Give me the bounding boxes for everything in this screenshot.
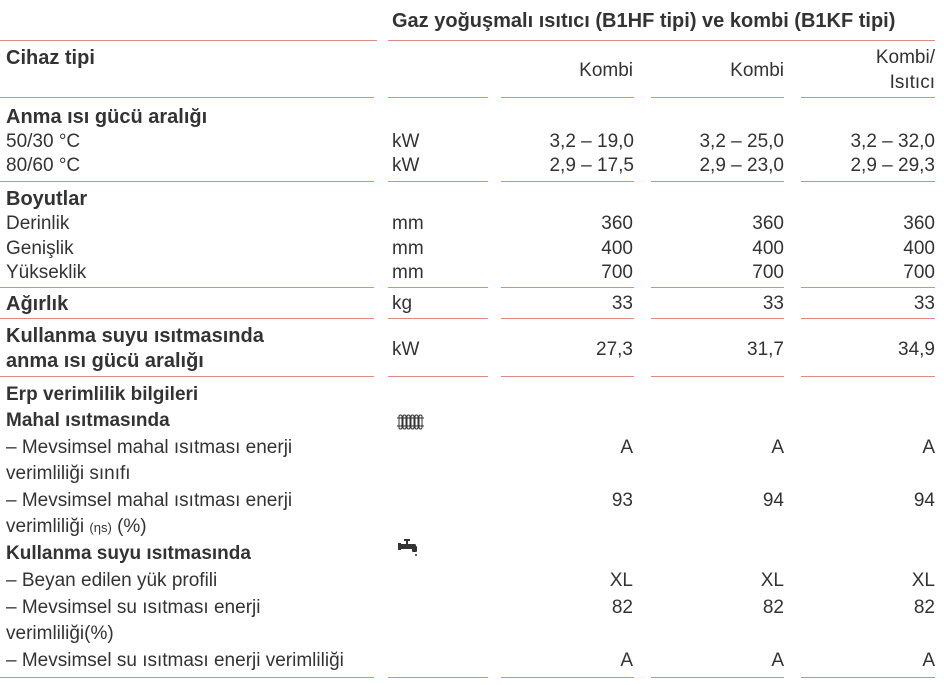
cell-value: A: [620, 650, 633, 671]
divider: [0, 677, 374, 678]
row-unit: kW: [392, 155, 420, 176]
divider: [0, 376, 374, 377]
cell-value: 3,2 – 25,0: [699, 131, 784, 152]
divider: [801, 677, 935, 678]
label-text: (%): [111, 516, 147, 537]
cell-value: 3,2 – 19,0: [549, 131, 634, 152]
label-text: verimliliği: [6, 516, 90, 537]
group-title: Gaz yoğuşmalı ısıtıcı (B1HF tipi) ve kombi (B1KF tipi): [392, 10, 896, 32]
cell-value: 400: [601, 238, 633, 259]
row-label-weight: Ağırlık: [6, 293, 69, 315]
divider: [388, 318, 488, 319]
row-label-line2: verimliliği(%): [6, 623, 114, 644]
column-header-1: Kombi: [579, 60, 633, 81]
row-label: – Beyan edilen yük profili: [6, 570, 218, 591]
row-label: Derinlik: [6, 213, 70, 234]
divider: [0, 318, 374, 319]
divider: [801, 287, 935, 288]
divider: [388, 181, 488, 182]
cell-value: 33: [762, 293, 784, 314]
faucet-icon: [397, 538, 419, 558]
cell-value: 3,2 – 32,0: [850, 131, 935, 152]
cell-value: A: [620, 437, 633, 458]
cell-value: 700: [752, 262, 784, 283]
divider: [501, 376, 634, 377]
cell-value: 2,9 – 17,5: [549, 155, 634, 176]
row-unit: mm: [392, 213, 424, 234]
cell-value: 27,3: [596, 339, 633, 360]
divider: [388, 97, 488, 98]
cell-value: 2,9 – 29,3: [850, 155, 935, 176]
subsection-heading-space-heating: Mahal ısıtmasında: [6, 410, 170, 431]
column-header-3-line2: Isıtıcı: [889, 72, 935, 93]
cell-value: 360: [903, 213, 935, 234]
row-label-line2: verimliliği sınıfı: [6, 463, 131, 484]
cell-value: 94: [762, 490, 784, 511]
cell-value: A: [922, 437, 935, 458]
cell-value: 31,7: [747, 339, 784, 360]
cell-value: 82: [762, 597, 784, 618]
divider: [501, 97, 634, 98]
divider: [651, 677, 784, 678]
divider: [651, 376, 784, 377]
divider: [0, 40, 377, 41]
row-label: Genişlik: [6, 238, 74, 259]
cell-value: 400: [903, 238, 935, 259]
column-header-3-line1: Kombi/: [875, 47, 935, 68]
divider: [651, 97, 784, 98]
cell-value: XL: [760, 570, 784, 591]
divider: [388, 40, 935, 41]
row-label-line1: – Mevsimsel mahal ısıtması enerji: [6, 437, 293, 458]
cell-value: 82: [611, 597, 633, 618]
divider: [0, 287, 374, 288]
cell-value: A: [771, 437, 784, 458]
subsection-heading-water-heating: Kullanma suyu ısıtmasında: [6, 543, 251, 564]
cell-value: 360: [601, 213, 633, 234]
cell-value: XL: [609, 570, 633, 591]
section-heading-erp: Erp verimlilik bilgileri: [6, 384, 199, 405]
row-unit: mm: [392, 262, 424, 283]
cell-value: A: [922, 650, 935, 671]
row-unit: mm: [392, 238, 424, 259]
cell-value: 34,9: [898, 339, 935, 360]
divider: [651, 287, 784, 288]
cell-value: A: [771, 650, 784, 671]
divider: [501, 318, 634, 319]
row-label-dhw-line2: anma ısı gücü aralığı: [6, 350, 204, 372]
row-label: 80/60 °C: [6, 155, 81, 176]
row-label-line1: – Mevsimsel mahal ısıtması enerji: [6, 490, 293, 511]
cell-value: 33: [913, 293, 935, 314]
cell-value: 400: [752, 238, 784, 259]
divider: [501, 677, 634, 678]
cell-value: 700: [903, 262, 935, 283]
cell-value: 93: [611, 490, 633, 511]
divider: [501, 287, 634, 288]
divider: [801, 181, 935, 182]
cell-value: 2,9 – 23,0: [699, 155, 784, 176]
row-label-line1: – Mevsimsel su ısıtması enerji: [6, 597, 261, 618]
cell-value: 94: [913, 490, 935, 511]
divider: [801, 97, 935, 98]
symbol-eta-s: (ηs): [89, 520, 112, 535]
section-heading-rated-heat: Anma ısı gücü aralığı: [6, 106, 208, 128]
section-heading-dimensions: Boyutlar: [6, 188, 88, 210]
divider: [801, 376, 935, 377]
row-label: – Mevsimsel su ısıtması enerji verimliliği: [6, 650, 344, 671]
row-unit: kW: [392, 339, 420, 360]
row-unit: kW: [392, 131, 420, 152]
row-label: 50/30 °C: [6, 131, 81, 152]
cell-value: 33: [611, 293, 633, 314]
column-header-2: Kombi: [730, 60, 784, 81]
divider: [501, 181, 634, 182]
device-type-label: Cihaz tipi: [6, 47, 95, 69]
divider: [388, 677, 488, 678]
cell-value: XL: [911, 570, 935, 591]
row-unit: kg: [392, 293, 413, 314]
cell-value: 82: [913, 597, 935, 618]
radiator-icon: [397, 413, 427, 431]
divider: [388, 287, 488, 288]
divider: [801, 318, 935, 319]
cell-value: 700: [601, 262, 633, 283]
divider: [388, 376, 488, 377]
row-label: Yükseklik: [6, 262, 87, 283]
cell-value: 360: [752, 213, 784, 234]
divider: [0, 97, 374, 98]
divider: [0, 181, 374, 182]
divider: [651, 181, 784, 182]
divider: [651, 318, 784, 319]
row-label-dhw-line1: Kullanma suyu ısıtmasında: [6, 325, 264, 347]
row-label-line2: [6, 515, 147, 540]
